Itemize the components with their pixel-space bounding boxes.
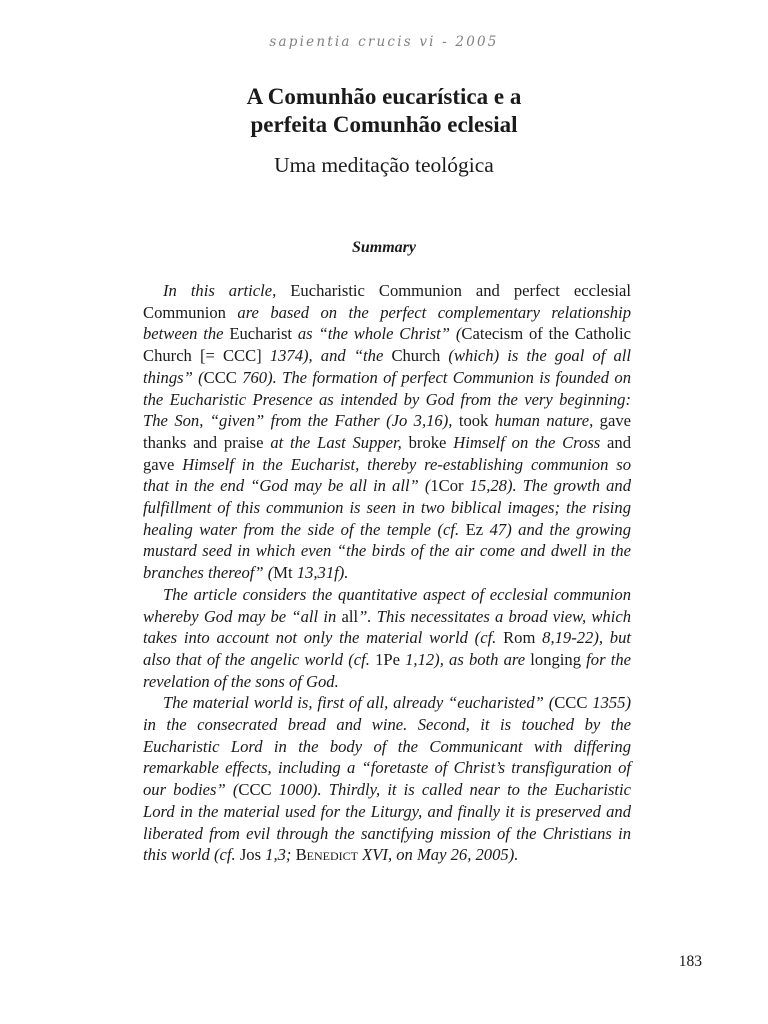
- text-italic: at the Last Supper,: [263, 432, 409, 452]
- text-italic: The article considers the quantitative aspect of ecclesial communion whereby God may be “all in: [143, 584, 631, 626]
- text-italic: 1355) in the consecrated bread and wine. Second, it is touched by the Eucharistic Lord in the body of the Communicant with differing remarkable effects, including a “foretaste of Christ’s transfiguration of our bodies” (: [143, 693, 631, 800]
- text-roman: broke: [408, 432, 447, 452]
- summary-paragraph: [143, 280, 631, 584]
- page-number: 183: [678, 953, 702, 970]
- text-roman: CCC: [203, 367, 237, 387]
- text-roman: Catecism of the Catholic Church [= CCC]: [143, 324, 632, 366]
- text-roman: Jos: [239, 845, 262, 865]
- text-small-caps: Benedict: [295, 845, 358, 865]
- text-roman: Ez: [465, 519, 484, 539]
- text-italic: 8,19-22), but also that of the angelic world (cf.: [143, 628, 631, 669]
- text-italic: 1000). Thirdly, it is called near to the Eucharistic Lord in the material used for the Liturgy, and finally it is preserved and liberated from evil through the sanctifying mission of the Christians in this world (cf.: [143, 780, 631, 865]
- text-italic: The material world is, first of all, already “eucharisted” (: [163, 693, 555, 713]
- summary-paragraph: [143, 584, 631, 693]
- text-roman: CCC: [554, 693, 588, 713]
- text-italic: 1374), and “the: [261, 346, 392, 366]
- running-header: sapientia crucis vi - 2005: [269, 34, 499, 50]
- text-roman: and: [607, 432, 632, 452]
- text-italic: XVI, on May 26, 2005).: [358, 845, 519, 865]
- summary-body: [143, 280, 631, 866]
- text-roman: gave: [143, 454, 175, 474]
- text-italic: human nature,: [488, 411, 600, 431]
- text-roman: all: [341, 606, 359, 626]
- summary-paragraph: [143, 692, 631, 866]
- text-italic: 1,3;: [261, 845, 296, 865]
- text-roman: gave thanks and praise: [143, 411, 631, 452]
- text-italic: 760). The formation of perfect Communion is founded on the Eucharistic Presence as intended by God from the very beginning: The Son, “given” from the Father (Jo 3,16),: [143, 367, 631, 431]
- article-title: [0, 83, 768, 139]
- text-italic: Himself on the Cross: [446, 432, 608, 452]
- text-roman: Eucharistic Communion and perfect ecclesial Communion: [143, 281, 631, 322]
- text-italic: 47) and the growing mustard seed in which even “the birds of the air come and dwell in the branches thereof” (: [143, 519, 631, 583]
- title-line-2: perfeita Comunhão eclesial: [250, 112, 518, 137]
- text-italic: ”. This necessitates a broad view, which takes into account not only the material world (cf.: [143, 606, 631, 648]
- text-italic: 15,28). The growth and fulfillment of this communion is seen in two biblical images; the rising healing water from the side of the temple (cf.: [143, 476, 632, 539]
- text-italic: for the revelation of the sons of God.: [143, 649, 631, 691]
- text-roman: Rom: [503, 628, 536, 648]
- text-italic: (which) is the goal of all things” (: [143, 346, 631, 387]
- text-italic: 13,31f).: [292, 563, 349, 583]
- text-italic: are based on the perfect complementary relationship between the: [143, 302, 631, 344]
- text-roman: 1Pe: [375, 649, 400, 669]
- text-italic: In this article,: [163, 281, 291, 300]
- text-roman: longing: [530, 649, 582, 669]
- title-line-1: A Comunhão eucarística e a: [246, 84, 522, 109]
- text-roman: Eucharist: [229, 324, 293, 344]
- text-roman: took: [458, 411, 489, 431]
- text-italic: Himself in the Eucharist, thereby re-establishing communion so that in the end “God may be all in all” (: [143, 454, 631, 496]
- text-roman: Church: [391, 346, 441, 366]
- text-italic: 1,12), as both are: [399, 649, 531, 669]
- article-subtitle: Uma meditação teológica: [274, 153, 494, 177]
- text-italic: as “the whole Christ” (: [292, 324, 462, 344]
- text-roman: CCC: [238, 780, 272, 800]
- text-roman: Mt: [273, 563, 293, 583]
- summary-heading: Summary: [351, 239, 416, 256]
- text-roman: 1Cor: [430, 476, 464, 496]
